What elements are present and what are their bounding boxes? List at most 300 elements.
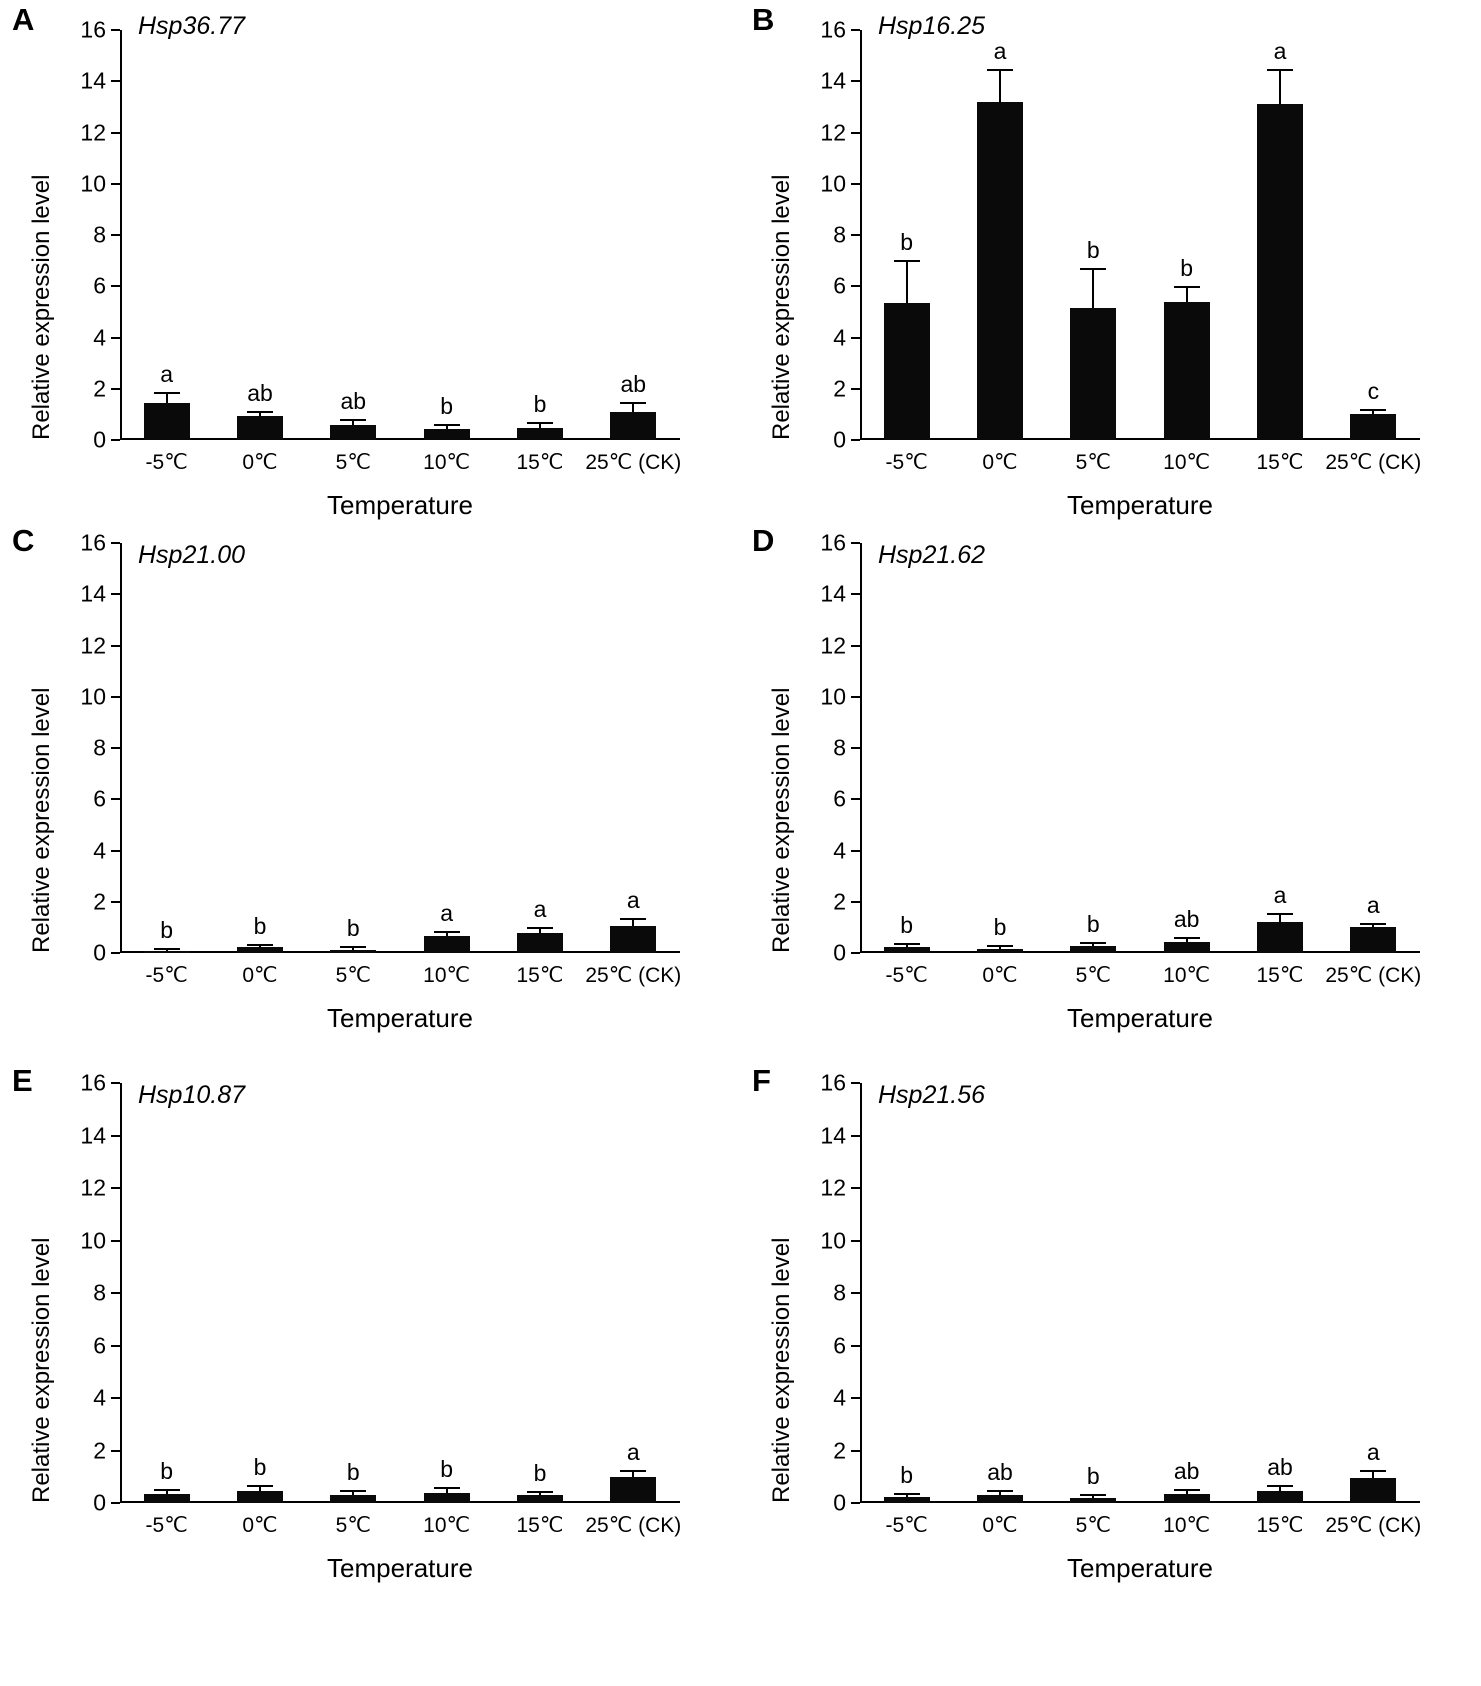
x-tick-label: -5℃: [885, 451, 928, 474]
significance-letter: b: [900, 228, 914, 255]
y-tick-label: 10: [80, 683, 106, 710]
panel-letter: B: [752, 2, 775, 37]
error-bar: [906, 1495, 908, 1498]
bar: [1070, 946, 1116, 953]
bar-group: [213, 1083, 306, 1537]
bar: [977, 1495, 1023, 1503]
error-bar: [352, 948, 354, 949]
x-tick-label: 15℃: [516, 1514, 564, 1537]
chart-panel-d: [740, 525, 1481, 1065]
error-bar: [259, 1487, 261, 1491]
error-bar-cap: [987, 945, 1013, 947]
y-tick: [851, 645, 860, 647]
y-tick-label: 2: [93, 375, 106, 402]
error-bar: [352, 1492, 354, 1495]
error-bar-cap: [340, 946, 366, 948]
x-tick-label: 15℃: [516, 451, 564, 474]
x-tick-label: -5℃: [145, 964, 188, 987]
y-tick: [851, 1345, 860, 1347]
y-tick: [851, 388, 860, 390]
error-bar: [1372, 925, 1374, 927]
bar-group: [400, 1083, 493, 1537]
x-tick-label: 10℃: [423, 1514, 471, 1537]
error-bar: [1372, 411, 1374, 414]
y-tick-label: 2: [93, 1437, 106, 1463]
error-bar-cap: [1080, 268, 1106, 270]
y-tick: [851, 1450, 860, 1452]
x-tick-label: 25℃ (CK): [585, 451, 682, 474]
y-tick: [851, 593, 860, 595]
chart-panel-f: [740, 1065, 1481, 1686]
bar: [610, 412, 656, 440]
y-tick-label: 14: [80, 67, 106, 94]
plot-area: [820, 1069, 1422, 1537]
bar: [977, 949, 1023, 953]
y-tick: [851, 952, 860, 954]
y-tick-label: 14: [820, 580, 846, 607]
significance-letter: b: [900, 911, 914, 938]
y-tick: [111, 388, 120, 390]
significance-letter: a: [626, 1439, 640, 1466]
y-tick: [111, 1082, 120, 1084]
chart-title: Hsp21.56: [878, 1081, 986, 1109]
x-tick-label: 5℃: [1075, 1514, 1111, 1537]
y-tick-label: 12: [80, 1174, 106, 1201]
error-bar-cap: [1080, 942, 1106, 944]
x-tick-label: -5℃: [145, 451, 188, 474]
y-tick: [111, 1292, 120, 1294]
significance-letter: b: [253, 912, 267, 939]
y-tick-label: 4: [93, 1384, 106, 1411]
y-tick-label: 8: [833, 221, 846, 248]
error-bar-cap: [620, 1470, 646, 1472]
y-tick: [111, 337, 120, 339]
bar: [1257, 1491, 1303, 1503]
y-tick: [851, 747, 860, 749]
error-bar-cap: [154, 392, 180, 394]
y-tick: [851, 1187, 860, 1189]
y-tick-label: 10: [80, 1227, 106, 1253]
bar-group: [1140, 1083, 1233, 1537]
y-tick-label: 16: [80, 1069, 106, 1096]
y-axis-label: Relative expression level: [28, 174, 55, 440]
error-bar: [1279, 1487, 1281, 1491]
y-tick-label: 12: [80, 119, 106, 145]
bar-group: [1325, 30, 1422, 474]
y-tick: [851, 285, 860, 287]
significance-letter: b: [160, 916, 174, 943]
x-tick-label: -5℃: [885, 1514, 928, 1537]
bar: [237, 1491, 283, 1503]
y-tick-label: 12: [820, 119, 846, 145]
bar-group: [493, 543, 586, 987]
error-bar: [1092, 1496, 1094, 1498]
y-tick-label: 4: [833, 324, 846, 350]
y-tick-label: 0: [833, 426, 846, 453]
bar: [610, 1477, 656, 1503]
bar-group: [120, 1083, 213, 1537]
x-tick-label: 10℃: [1163, 1514, 1211, 1537]
error-bar: [166, 950, 168, 951]
error-bar-cap: [1174, 1489, 1200, 1491]
error-bar: [1092, 944, 1094, 946]
y-tick-label: 16: [820, 1069, 846, 1096]
bar-group: [1047, 30, 1140, 474]
y-tick: [111, 696, 120, 698]
y-tick-label: 8: [93, 1279, 106, 1306]
bar: [1164, 1494, 1210, 1503]
significance-letter: a: [440, 900, 454, 927]
bar: [517, 933, 563, 954]
y-tick-label: 10: [80, 170, 106, 197]
y-tick: [851, 1082, 860, 1084]
y-tick-label: 12: [820, 1174, 846, 1201]
error-bar: [352, 421, 354, 425]
significance-letter: b: [440, 393, 454, 420]
bar: [424, 1493, 470, 1503]
error-bar-cap: [894, 260, 920, 262]
error-bar: [999, 947, 1001, 949]
x-tick-label: 10℃: [423, 451, 471, 474]
y-tick-label: 16: [820, 529, 846, 556]
y-tick-label: 2: [93, 888, 106, 915]
error-bar: [906, 262, 908, 303]
y-tick: [111, 183, 120, 185]
error-bar: [632, 404, 634, 412]
bar-group: [307, 1083, 400, 1537]
y-tick-label: 8: [93, 734, 106, 761]
y-tick-label: 8: [93, 221, 106, 248]
error-bar: [1186, 288, 1188, 302]
bar-group: [585, 30, 682, 474]
x-tick-label: 15℃: [516, 964, 564, 987]
significance-letter: ab: [620, 371, 647, 398]
y-tick-label: 14: [80, 1122, 106, 1148]
y-tick-label: 0: [833, 1489, 846, 1516]
bar: [517, 428, 563, 440]
chart-title: Hsp16.25: [878, 12, 986, 40]
bar: [610, 926, 656, 953]
bar-group: [1140, 30, 1233, 474]
y-tick: [111, 798, 120, 800]
error-bar-cap: [247, 944, 273, 946]
y-axis-label: Relative expression level: [28, 1237, 55, 1503]
y-tick: [851, 29, 860, 31]
significance-letter: b: [1086, 910, 1100, 937]
y-tick: [851, 1135, 860, 1137]
x-tick-label: 0℃: [982, 451, 1018, 474]
y-tick: [111, 747, 120, 749]
y-tick: [111, 1240, 120, 1242]
bar-group: [213, 30, 306, 474]
error-bar: [632, 920, 634, 926]
bar-group: [400, 543, 493, 987]
chart-panel-c: [0, 525, 740, 1065]
bar: [144, 403, 190, 440]
significance-letter: a: [626, 887, 640, 914]
error-bar: [539, 424, 541, 429]
bar: [330, 1495, 376, 1503]
bar: [1164, 942, 1210, 953]
x-tick-label: 10℃: [423, 964, 471, 987]
bar-group: [400, 30, 493, 474]
x-axis-label: Temperature: [327, 1003, 473, 1033]
y-tick-label: 6: [93, 1332, 106, 1358]
significance-letter: a: [1273, 38, 1287, 64]
y-tick: [111, 439, 120, 441]
significance-letter: b: [993, 913, 1007, 940]
error-bar: [1092, 270, 1094, 308]
x-tick-label: 5℃: [335, 451, 371, 474]
significance-letter: b: [440, 1456, 454, 1483]
significance-letter: ab: [987, 1458, 1013, 1485]
bar: [1257, 922, 1303, 953]
y-tick: [111, 1397, 120, 1399]
error-bar: [1186, 939, 1188, 942]
x-tick-label: 25℃ (CK): [585, 964, 682, 987]
significance-letter: ab: [340, 387, 367, 414]
bar-group: [1233, 30, 1326, 474]
significance-letter: b: [900, 1461, 914, 1488]
y-tick-label: 4: [93, 837, 106, 863]
bar: [1350, 927, 1396, 953]
y-axis-label: Relative expression level: [28, 687, 55, 953]
x-axis-label: Temperature: [327, 490, 473, 520]
x-tick-label: 15℃: [1256, 1514, 1304, 1537]
y-tick: [111, 1187, 120, 1189]
panel-letter: C: [12, 523, 35, 558]
y-axis-label: Relative expression level: [768, 174, 795, 440]
significance-letter: ab: [247, 379, 273, 406]
error-bar-cap: [1267, 913, 1293, 915]
x-tick-label: 25℃ (CK): [585, 1514, 682, 1537]
y-tick: [111, 1502, 120, 1504]
y-tick: [111, 234, 120, 236]
bar-group: [1047, 1083, 1140, 1537]
y-tick-label: 0: [833, 939, 846, 966]
y-tick-label: 4: [833, 1384, 846, 1411]
bar-group: [1233, 543, 1326, 987]
bar: [237, 416, 283, 440]
y-tick: [851, 1240, 860, 1242]
bar-group: [493, 30, 586, 474]
chart-title: Hsp10.87: [138, 1081, 246, 1109]
y-tick-label: 16: [80, 16, 106, 43]
y-tick: [111, 952, 120, 954]
bar: [330, 425, 376, 440]
y-tick: [111, 1345, 120, 1347]
error-bar-cap: [1080, 1494, 1106, 1496]
y-tick-label: 8: [833, 1279, 846, 1306]
x-tick-label: 5℃: [335, 1514, 371, 1537]
bar-group: [585, 1083, 682, 1537]
y-tick: [851, 850, 860, 852]
x-tick-label: 25℃ (CK): [1325, 1514, 1422, 1537]
bar-group: [860, 543, 953, 987]
significance-letter: b: [346, 1458, 360, 1485]
error-bar-cap: [1174, 937, 1200, 939]
y-tick: [851, 132, 860, 134]
y-tick: [851, 234, 860, 236]
chart-title: Hsp21.62: [878, 541, 986, 569]
error-bar-cap: [527, 927, 553, 929]
error-bar-cap: [434, 1487, 460, 1489]
significance-letter: b: [160, 1458, 174, 1485]
significance-letter: a: [1366, 1438, 1380, 1465]
x-axis-label: Temperature: [1067, 1003, 1213, 1033]
chart-panel-b: [740, 0, 1481, 525]
bar: [237, 947, 283, 953]
bar: [884, 1497, 930, 1503]
y-tick: [851, 1502, 860, 1504]
y-tick-label: 16: [820, 16, 846, 43]
significance-letter: a: [1366, 892, 1380, 919]
error-bar: [166, 394, 168, 403]
x-tick-label: 10℃: [1163, 964, 1211, 987]
significance-letter: ab: [1267, 1454, 1293, 1480]
bar-group: [953, 30, 1046, 474]
bar-group: [1325, 1083, 1422, 1537]
significance-letter: c: [1367, 378, 1380, 405]
y-tick-label: 2: [833, 888, 846, 915]
error-bar: [446, 426, 448, 429]
bar-group: [307, 30, 400, 474]
y-tick: [111, 132, 120, 134]
bar-group: [860, 30, 953, 474]
y-tick: [111, 80, 120, 82]
y-tick: [111, 1450, 120, 1452]
significance-letter: a: [533, 896, 547, 923]
x-tick-label: 0℃: [242, 451, 278, 474]
y-tick-label: 0: [93, 426, 106, 453]
y-tick-label: 14: [80, 580, 106, 607]
y-tick: [851, 901, 860, 903]
error-bar-cap: [987, 69, 1013, 71]
y-tick: [111, 285, 120, 287]
error-bar: [259, 413, 261, 416]
error-bar-cap: [154, 1489, 180, 1491]
error-bar-cap: [620, 402, 646, 404]
bar: [517, 1495, 563, 1503]
error-bar-cap: [1360, 923, 1386, 925]
error-bar-cap: [987, 1490, 1013, 1492]
chart-title: Hsp21.00: [138, 541, 246, 569]
x-tick-label: 0℃: [982, 964, 1018, 987]
y-tick-label: 2: [833, 375, 846, 402]
y-tick-label: 6: [833, 272, 846, 299]
y-axis-label: Relative expression level: [768, 687, 795, 953]
error-bar: [1372, 1472, 1374, 1479]
error-bar-cap: [434, 424, 460, 426]
significance-letter: a: [160, 360, 174, 387]
error-bar: [906, 945, 908, 948]
error-bar-cap: [434, 931, 460, 933]
error-bar: [632, 1472, 634, 1477]
chart-panel-a: [0, 0, 740, 525]
significance-letter: b: [346, 915, 360, 942]
y-tick-label: 10: [820, 1227, 846, 1253]
error-bar-cap: [1267, 69, 1293, 71]
plot-area: [80, 529, 682, 987]
y-tick-label: 12: [820, 632, 846, 658]
y-tick-label: 6: [833, 1332, 846, 1358]
y-tick-label: 16: [80, 529, 106, 556]
error-bar-cap: [340, 1490, 366, 1492]
y-tick: [851, 696, 860, 698]
x-tick-label: 15℃: [1256, 451, 1304, 474]
x-tick-label: 10℃: [1163, 451, 1211, 474]
y-tick-label: 6: [833, 785, 846, 812]
significance-letter: b: [1180, 254, 1194, 281]
x-tick-label: 0℃: [242, 964, 278, 987]
bar-group: [493, 1083, 586, 1537]
y-tick-label: 4: [833, 837, 846, 863]
error-bar-cap: [1174, 286, 1200, 288]
y-tick: [111, 1135, 120, 1137]
error-bar: [539, 929, 541, 932]
y-tick-label: 12: [80, 632, 106, 658]
significance-letter: b: [533, 1459, 547, 1486]
panel-letter: F: [752, 1063, 771, 1098]
y-tick: [851, 80, 860, 82]
bar: [144, 1494, 190, 1503]
panel-letter: A: [12, 2, 35, 37]
x-axis-label: Temperature: [327, 1553, 473, 1583]
y-tick: [111, 593, 120, 595]
y-tick: [111, 542, 120, 544]
y-tick: [111, 29, 120, 31]
panel-letter: E: [12, 1063, 33, 1098]
error-bar-cap: [1360, 409, 1386, 411]
x-tick-label: 5℃: [1075, 451, 1111, 474]
y-tick: [851, 542, 860, 544]
error-bar: [1279, 915, 1281, 923]
y-tick: [851, 1397, 860, 1399]
x-axis-label: Temperature: [1067, 490, 1213, 520]
x-tick-label: 0℃: [242, 1514, 278, 1537]
significance-letter: b: [533, 390, 547, 417]
x-tick-label: 5℃: [335, 964, 371, 987]
bar-group: [1140, 543, 1233, 987]
x-tick-label: 25℃ (CK): [1325, 964, 1422, 987]
panel-letter: D: [752, 523, 775, 558]
x-tick-label: -5℃: [145, 1514, 188, 1537]
bar: [1070, 308, 1116, 440]
chart-title: Hsp36.77: [138, 12, 246, 40]
chart-panel-e: [0, 1065, 740, 1686]
error-bar-cap: [1360, 1470, 1386, 1472]
significance-letter: a: [993, 38, 1007, 64]
error-bar: [166, 1491, 168, 1494]
x-tick-label: 0℃: [982, 1514, 1018, 1537]
error-bar-cap: [154, 948, 180, 950]
significance-letter: ab: [1173, 906, 1200, 933]
y-tick: [851, 798, 860, 800]
y-tick: [851, 1292, 860, 1294]
y-tick-label: 0: [93, 939, 106, 966]
y-axis-label: Relative expression level: [768, 1237, 795, 1503]
plot-area: [820, 529, 1422, 987]
y-tick-label: 6: [93, 785, 106, 812]
bar-group: [1233, 1083, 1326, 1537]
error-bar: [999, 71, 1001, 102]
bar-group: [213, 543, 306, 987]
y-tick-label: 14: [820, 67, 846, 94]
bar: [1350, 414, 1396, 440]
y-tick-label: 6: [93, 272, 106, 299]
bar-group: [860, 1083, 953, 1537]
y-tick-label: 14: [820, 1122, 846, 1148]
